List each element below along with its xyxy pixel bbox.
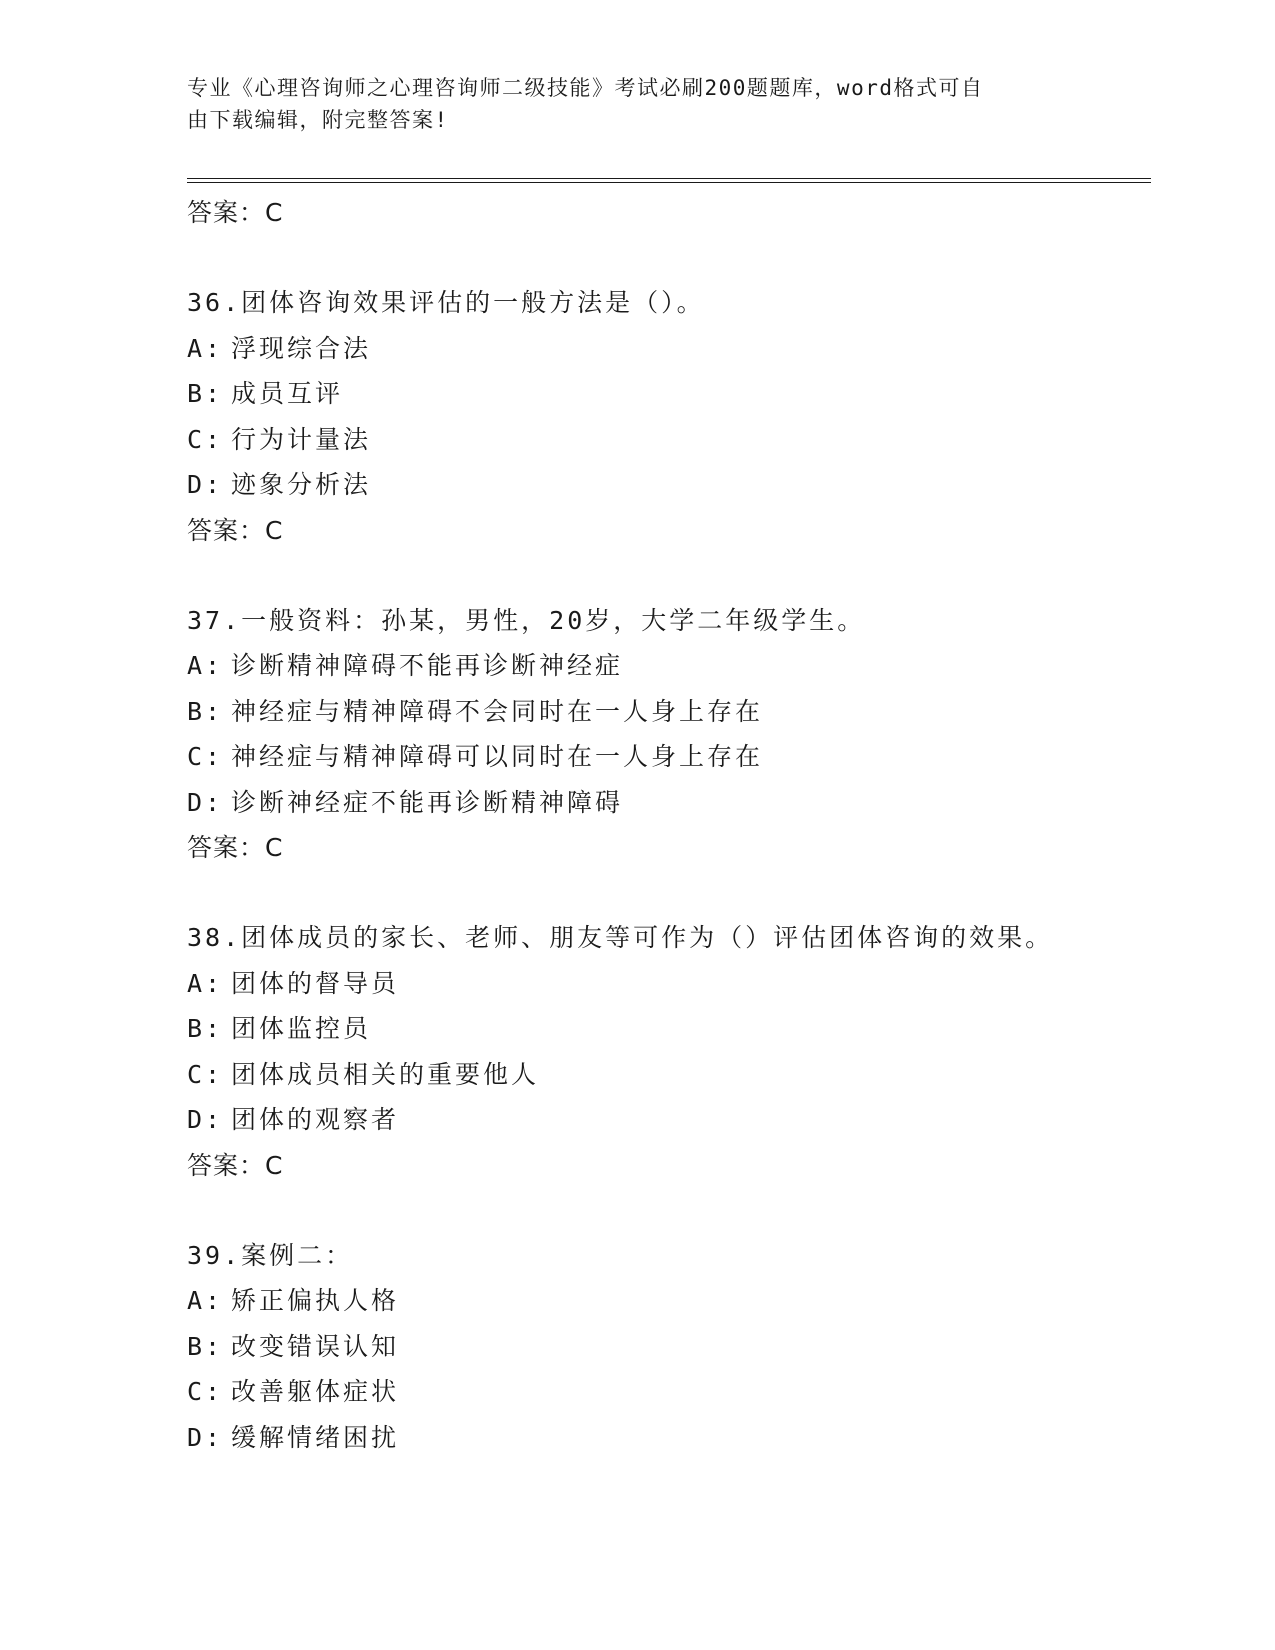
option-letter: D: (187, 1422, 224, 1452)
answer-line: 答案：C (187, 1150, 284, 1180)
option-c (187, 417, 1147, 463)
option-letter: C: (187, 1059, 224, 1089)
option-text: 成员互评 (231, 379, 344, 408)
option-text: 缓解情绪困扰 (231, 1422, 400, 1452)
option-c (187, 734, 1147, 780)
option-text: 诊断神经症不能再诊断精神障碍 (231, 787, 624, 817)
document-header (187, 72, 1067, 136)
option-letter: B: (187, 696, 224, 726)
option-b (187, 371, 1147, 417)
question-text: 36.团体咨询效果评估的一般方法是（）。 (187, 288, 705, 317)
option-letter: D: (187, 1105, 224, 1134)
option-letter: A: (187, 333, 224, 363)
header-line-2: 由下载编辑，附完整答案! (187, 108, 449, 132)
option-letter: A: (187, 651, 224, 680)
question-text: 39.案例二： (187, 1240, 354, 1270)
header-line-1: 专业《心理咨询师之心理咨询师二级技能》考试必刷200题题库，word格式可自 (187, 76, 984, 100)
option-c (187, 1369, 1147, 1415)
option-letter: B: (187, 1014, 224, 1043)
header-divider-bottom (187, 182, 1151, 183)
option-text: 改变错误认知 (231, 1331, 400, 1361)
answer-line: 答案：C (187, 515, 284, 545)
option-b (187, 1006, 1147, 1052)
option-text: 诊断精神障碍不能再诊断神经症 (231, 651, 624, 680)
question-text: 38.团体成员的家长、老师、朋友等可作为（）评估团体咨询的效果。 (187, 923, 1054, 952)
option-a (187, 1278, 1147, 1324)
question-block (187, 915, 1147, 1188)
option-b (187, 689, 1147, 735)
question-block (187, 280, 1147, 553)
option-text: 浮现综合法 (231, 333, 372, 363)
option-text: 迹象分析法 (231, 470, 372, 499)
option-text: 团体的观察者 (231, 1105, 400, 1134)
option-letter: A: (187, 968, 224, 998)
header-divider-top (187, 178, 1151, 179)
option-letter: D: (187, 787, 224, 817)
answer-line: 答案：C (187, 833, 284, 862)
option-d (187, 780, 1147, 826)
question-block (187, 598, 1147, 871)
option-b (187, 1324, 1147, 1370)
option-d (187, 1415, 1147, 1461)
option-a (187, 961, 1147, 1007)
option-letter: B: (187, 1331, 224, 1361)
option-text: 团体监控员 (231, 1014, 372, 1043)
option-letter: C: (187, 1377, 224, 1406)
option-a (187, 326, 1147, 372)
option-a (187, 643, 1147, 689)
option-text: 神经症与精神障碍不会同时在一人身上存在 (231, 696, 764, 726)
option-text: 团体的督导员 (231, 968, 400, 998)
question-list (187, 190, 1147, 1460)
option-letter: B: (187, 379, 224, 408)
option-text: 改善躯体症状 (231, 1377, 400, 1406)
option-c (187, 1052, 1147, 1098)
answer-line: 答案：C (187, 198, 284, 227)
option-text: 矫正偏执人格 (231, 1286, 400, 1315)
option-letter: C: (187, 742, 224, 771)
option-text: 神经症与精神障碍可以同时在一人身上存在 (231, 742, 764, 771)
option-letter: D: (187, 470, 224, 499)
question-block (187, 1233, 1147, 1461)
option-text: 团体成员相关的重要他人 (231, 1059, 540, 1089)
option-letter: A: (187, 1286, 224, 1315)
question-text: 37.一般资料：孙某，男性，20岁，大学二年级学生。 (187, 605, 866, 635)
option-letter: C: (187, 424, 224, 454)
option-d (187, 1097, 1147, 1143)
option-d (187, 462, 1147, 508)
option-text: 行为计量法 (231, 424, 372, 454)
